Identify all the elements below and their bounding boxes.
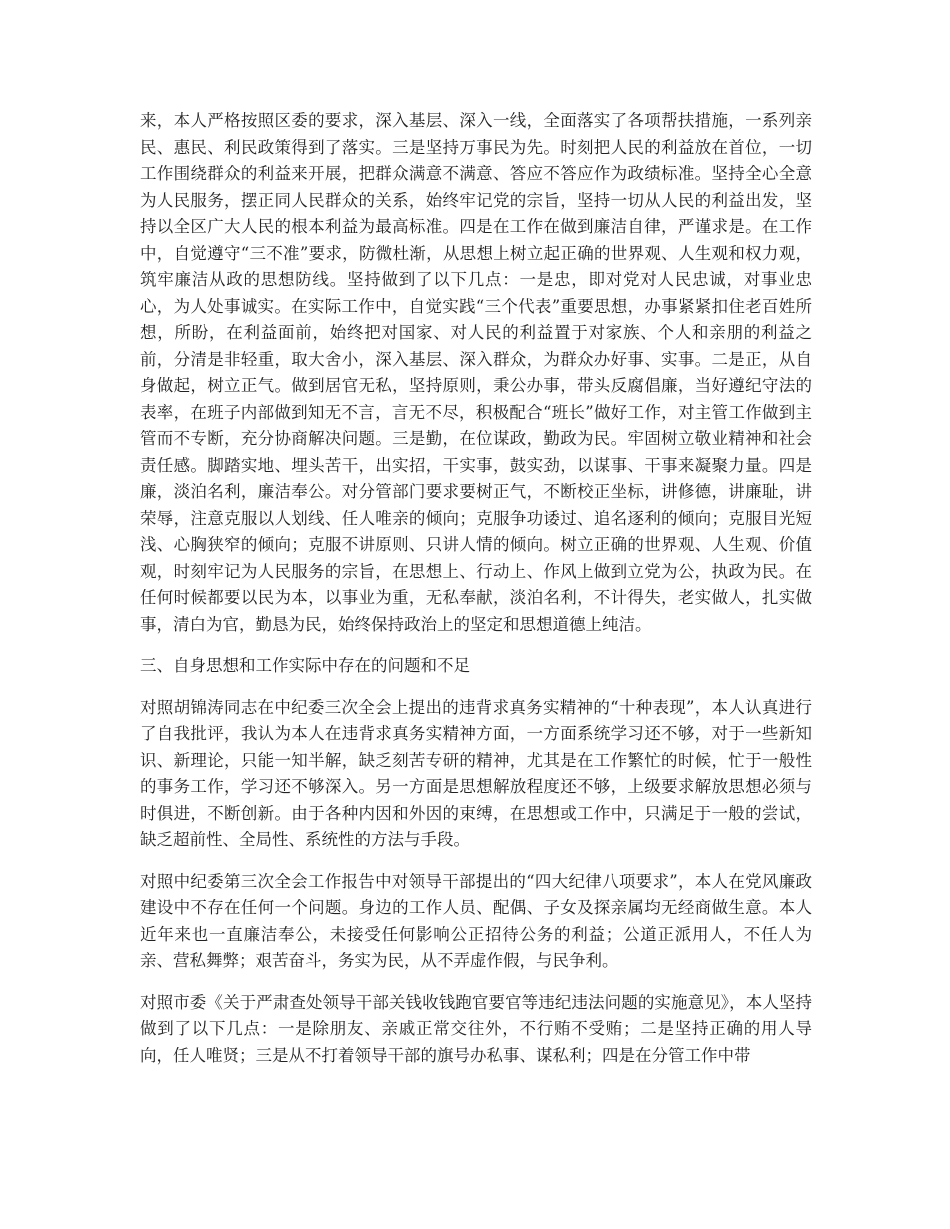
document-body [140, 108, 812, 1084]
section-heading-problems: 三、自身思想和工作实际中存在的问题和不足 [140, 656, 470, 675]
paragraph-four-disciplines: 对照中纪委第三次全会工作报告中对领导干部提出的“四大纪律八项要求”，本人在党风廉政建设中不存在任何一个问题。身边的工作人员、配偶、子女及探亲属均无经商做生意。本人近年来也一直廉洁奉公，未接受任何影响公正招待公务的利益；公道正派用人，不任人为亲、营私舞弊；艰苦奋斗，务实为民，从不弄虚作假，与民争利。 [140, 871, 812, 970]
paragraph-continued-integrity-work: 来，本人严格按照区委的要求，深入基层、深入一线，全面落实了各项帮扶措施，一系列亲民、惠民、利民政策得到了落实。三是坚持万事民为先。时刻把人民的利益放在首位，一切工作围绕群众的利益来开展，把群众满意不满意、答应不答应作为政绩标准。坚持全心全意为人民服务，摆正同人民群众的关系，始终牢记党的宗旨，坚持一切从人民的利益出发，坚持以全区广大人民的根本利益为最高标准。四是在工作在做到廉洁自律，严谨求是。在工作中，自觉遵守“三不准”要求，防微杜渐，从思想上树立起正确的世界观、人生观和权力观，筑牢廉洁从政的思想防线。坚持做到了以下几点：一是忠，即对党对人民忠诚，对事业忠心，为人处事诚实。在实际工作中，自觉实践“三个代表”重要思想，办事紧紧扣住老百姓所想，所盼，在利益面前，始终把对国家、对人民的利益置于对家族、个人和亲朋的利益之前，分清是非轻重，取大舍小，深入基层、深入群众，为群众办好事、实事。二是正，从自身做起，树立正气。做到居官无私，坚持原则，秉公办事，带头反腐倡廉，当好遵纪守法的表率，在班子内部做到知无不言，言无不尽，积极配合“班长”做好工作，对主管工作做到主管而不专断，充分协商解决问题。三是勤，在位谋政，勤政为民。牢固树立敬业精神和社会责任感。脚踏实地、埋头苦干，出实招，干实事，鼓实劲，以谋事、干事来凝聚力量。四是廉，淡泊名利，廉洁奉公。对分管部门要求要树正气，不断校正坐标，讲修德，讲廉耻，讲荣辱，注意克服以人划线、任人唯亲的倾向；克服争功诿过、追名逐利的倾向；克服目光短浅、心胸狭窄的倾向；克服不讲原则、只讲人情的倾向。树立正确的世界观、人生观、价值观，时刻牢记为人民服务的宗旨，在思想上、行动上、作风上做到立党为公，执政为民。在任何时候都要以民为本，以事业为重，无私奉献，淡泊名利，不计得失，老实做人，扎实做事，清白为官，勤恳为民，始终保持政治上的坚定和思想道德上纯洁。 [140, 111, 812, 634]
paragraph-municipal-opinions: 对照市委《关于严肃查处领导干部关钱收钱跑官要官等违纪违法问题的实施意见》，本人坚持做到了以下几点：一是除朋友、亲戚正常交往外，不行贿不受贿；二是坚持正确的用人导向，任人唯贤；三是从不打着领导干部的旗号办私事、谋私利；四是在分管工作中带 [140, 992, 812, 1065]
paragraph-ten-manifestations: 对照胡锦涛同志在中纪委三次全会上提出的违背求真务实精神的“十种表现”，本人认真进行了自我批评，我认为本人在违背求真务实精神方面，一方面系统学习还不够，对于一些新知识、新理论，只能一知半解，缺乏刻苦专研的精神，尤其是在工作繁忙的时候，忙于一般性的事务工作，学习还不够深入。另一方面是思想解放程度还不够，上级要求解放思想必须与时俱进，不断创新。由于各种内因和外因的束缚，在思想或工作中，只满足于一般的尝试，缺乏超前性、全局性、系统性的方法与手段。 [140, 697, 812, 849]
